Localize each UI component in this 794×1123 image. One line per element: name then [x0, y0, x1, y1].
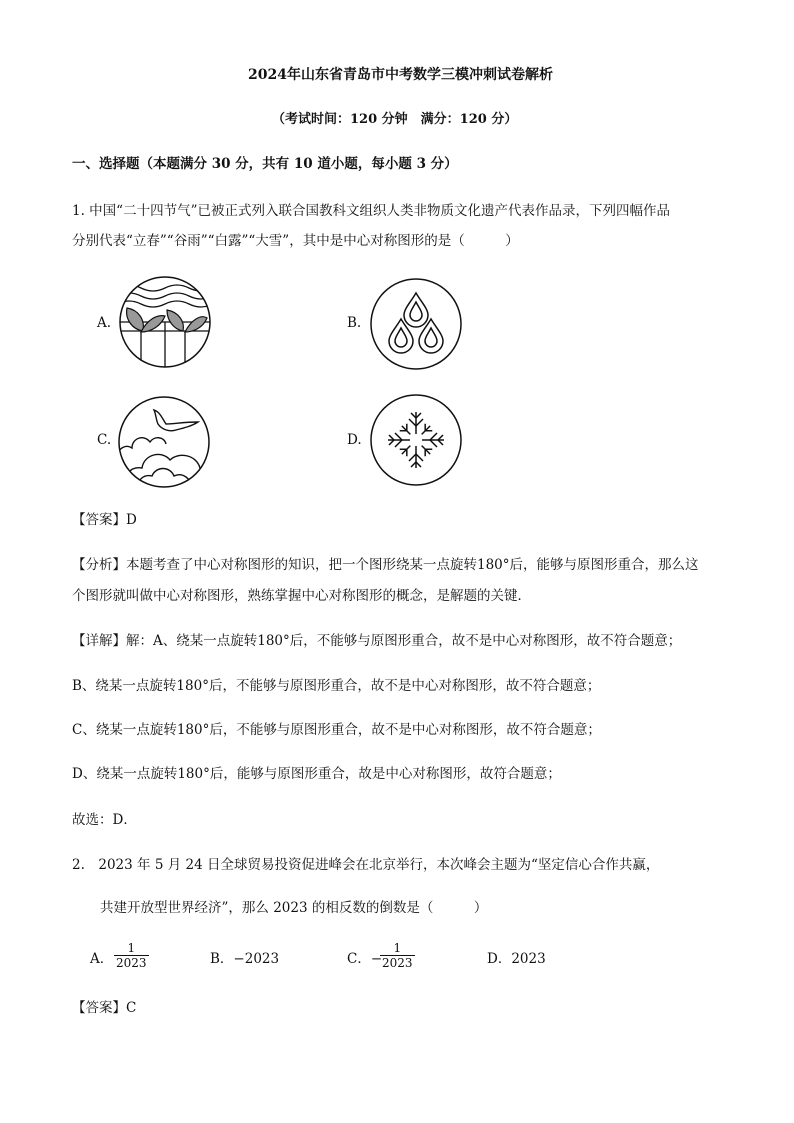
question-1-detail-a: 【详解】解：A、绕某一点旋转180°后，不能够与原图形重合，故不是中心对称图形，故不符合题意； [72, 633, 682, 649]
page-title: 2024年山东省青岛市中考数学三模冲刺试卷解析 [248, 67, 553, 83]
option-d-label: D. [347, 432, 362, 448]
question-1-answer: 【答案】D [72, 512, 137, 528]
option-b-label: B. [347, 315, 362, 331]
question-2-line-2: 共建开放型世界经济”，那么 2023 的相反数的倒数是（ ） [100, 900, 488, 916]
question-1-line-2: 分别代表“立春”“谷雨”“白露”“大雪”，其中是中心对称图形的是（ ） [72, 233, 519, 249]
question-2-option-a-fraction [114, 941, 149, 970]
daxue-snowflake-icon [369, 393, 463, 487]
fraction-denominator: 2023 [116, 956, 147, 970]
question-2-option-d: D．2023 [487, 951, 546, 967]
question-2-option-a-label: A． [90, 951, 114, 967]
exam-info: （考试时间：120 分钟 满分：120 分） [272, 112, 518, 127]
question-1-line-1: 1. 中国“二十四节气”已被正式列入联合国教科文组织人类非物质文化遗产代表作品录，下列四幅作品 [72, 203, 670, 219]
option-c-label: C. [97, 432, 112, 448]
question-1-analysis-line-1: 【分析】本题考查了中心对称图形的知识，把一个图形绕某一点旋转180°后，能够与原图形重合，那么这 [72, 557, 699, 573]
question-2-answer: 【答案】C [72, 1000, 137, 1016]
question-1-detail-c: C、绕某一点旋转180°后，不能够与原图形重合，故不是中心对称图形，故不符合题意； [72, 722, 601, 738]
question-1-analysis-line-2: 个图形就叫做中心对称图形，熟练掌握中心对称图形的概念，是解题的关键． [72, 588, 531, 604]
question-2-option-c-fraction [380, 941, 415, 970]
question-1-choice: 故选：D． [72, 812, 137, 828]
fraction-denominator: 2023 [382, 956, 413, 970]
question-2-option-c-label: C．− [347, 951, 383, 967]
option-a-label: A. [97, 315, 112, 331]
lichun-sprout-icon [117, 274, 213, 370]
question-1-detail-b: B、绕某一点旋转180°后，不能够与原图形重合，故不是中心对称图形，故不符合题意； [72, 678, 601, 694]
question-2-line-1: 2. 2023 年 5 月 24 日全球贸易投资促进峰会在北京举行，本次峰会主题为“坚定信心合作共赢， [72, 857, 660, 873]
section-heading: 一、选择题（本题满分 30 分，共有 10 道小题，每小题 3 分） [72, 156, 458, 172]
question-1-detail-d: D、绕某一点旋转180°后，能够与原图形重合，故是中心对称图形，故符合题意； [72, 766, 561, 782]
question-2-option-b: B．−2023 [210, 951, 280, 967]
fraction-numerator: 1 [393, 941, 402, 955]
bailu-bird-cloud-icon [116, 394, 212, 490]
guyu-raindrops-icon [369, 277, 463, 371]
fraction-numerator: 1 [127, 941, 136, 955]
